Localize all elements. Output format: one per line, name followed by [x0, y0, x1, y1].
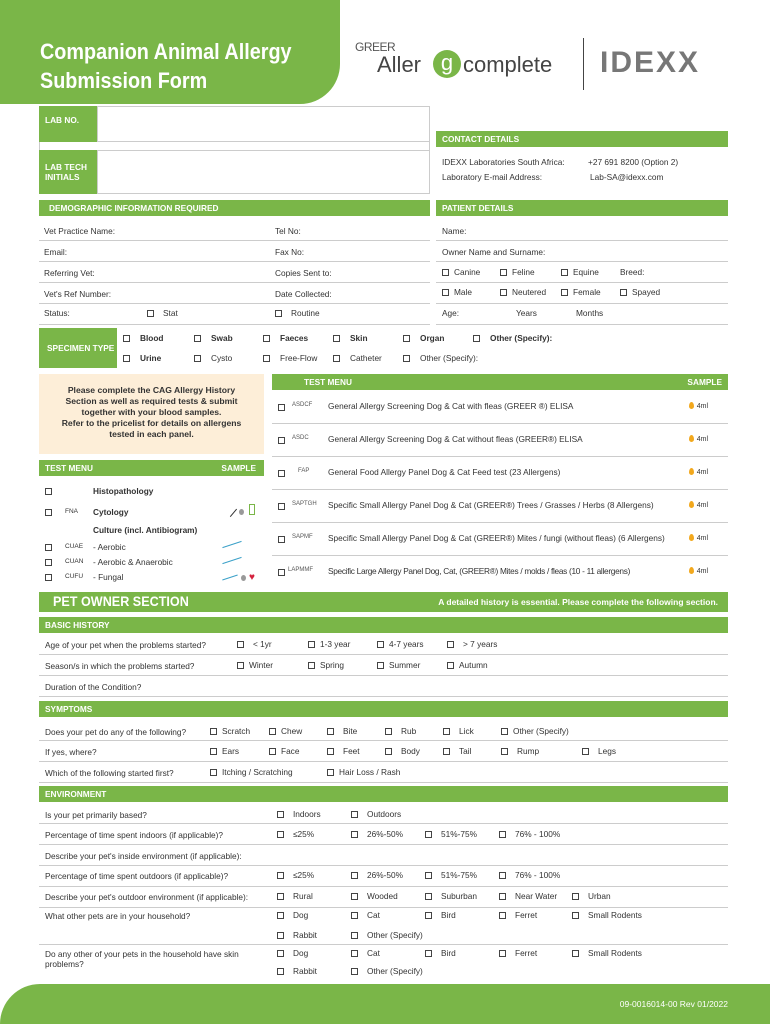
drop-icon	[689, 534, 694, 541]
checkbox[interactable]	[327, 769, 334, 776]
outdoor-75-option[interactable]: 51%-75%	[425, 870, 477, 880]
indoor-75-option[interactable]: 51%-75%	[425, 829, 477, 839]
drop-icon	[689, 435, 694, 442]
pet-owner-title: PET OWNER SECTION	[53, 593, 189, 609]
dog-option[interactable]: Dog	[277, 910, 308, 920]
lab-no-label: LAB NO.	[39, 106, 97, 142]
checkbox[interactable]	[210, 748, 217, 755]
env-q7: Do any other of your pets in the household have skin problems?	[45, 949, 239, 969]
aller-text: Aller	[377, 52, 422, 77]
specimen-type-label: SPECIMEN TYPE	[39, 328, 117, 368]
histopathology-option[interactable]: Histopathology	[45, 486, 57, 496]
patient-row	[436, 220, 728, 241]
other-specify-option-2[interactable]: Other (Specify):	[403, 353, 478, 363]
summer-option[interactable]: Summer	[377, 660, 420, 670]
age-problem-question: Age of your pet when the problems started?	[45, 640, 206, 650]
cytology-option[interactable]: FNA Cytology	[45, 507, 57, 517]
feet-option[interactable]: Feet	[327, 746, 360, 756]
checkbox[interactable]	[269, 728, 276, 735]
lt1-option[interactable]: < 1yr	[237, 639, 272, 649]
outdoor-100-option[interactable]: 76% - 100%	[499, 870, 560, 880]
checkbox[interactable]	[123, 335, 130, 342]
spayed-option[interactable]: Spayed	[620, 287, 660, 297]
checkbox[interactable]	[443, 728, 450, 735]
checkbox[interactable]	[561, 289, 568, 296]
checkbox[interactable]	[277, 912, 284, 919]
swab-icon	[222, 541, 241, 548]
checkbox[interactable]	[572, 950, 579, 957]
pet-name-label: Name:	[442, 226, 467, 236]
checkbox[interactable]	[351, 811, 358, 818]
checkbox[interactable]	[442, 269, 449, 276]
hairloss-option[interactable]: Hair Loss / Rash	[327, 767, 400, 777]
urine-option[interactable]: Urine	[123, 353, 161, 363]
test-row[interactable]: SAPTGH Specific Small Allergy Panel Dog & Cat (GREER®) Trees / Grasses / Herbs (8 Allergens) 4ml	[272, 490, 728, 523]
drop-icon	[689, 567, 694, 574]
checkbox[interactable]	[269, 748, 276, 755]
patient-header: PATIENT DETAILS	[436, 200, 728, 216]
date-collected-label: Date Collected:	[275, 289, 332, 299]
checkbox[interactable]	[499, 831, 506, 838]
checkbox[interactable]	[277, 831, 284, 838]
env-q1: Is your pet primarily based?	[45, 810, 147, 820]
checkbox[interactable]	[277, 932, 284, 939]
near-water-option[interactable]: Near Water	[499, 891, 557, 901]
checkbox[interactable]	[277, 893, 284, 900]
checkbox[interactable]	[45, 488, 52, 495]
drop-icon	[689, 402, 694, 409]
checkbox[interactable]	[500, 289, 507, 296]
checkbox[interactable]	[308, 662, 315, 669]
checkbox[interactable]	[278, 404, 285, 411]
face-option[interactable]: Face	[269, 746, 299, 756]
drop-icon	[239, 509, 244, 515]
demo-row	[39, 241, 430, 262]
symptoms-row	[39, 741, 728, 762]
checkbox[interactable]	[210, 769, 217, 776]
rabbit-option[interactable]: Rabbit	[277, 930, 317, 940]
test-row[interactable]: LAPMMF Specific Large Allergy Panel Dog, Cat, (GREER®) Mites / molds / fleas (10 - 11 allergens) 4ml	[272, 556, 728, 589]
checkbox[interactable]	[351, 893, 358, 900]
referring-vet-label: Referring Vet:	[44, 268, 95, 278]
checkbox[interactable]	[443, 748, 450, 755]
checkbox[interactable]	[194, 335, 201, 342]
owner-name-label: Owner Name and Surname:	[442, 247, 546, 257]
tel-label: Tel No:	[275, 226, 301, 236]
scratch-option[interactable]: Scratch	[210, 726, 250, 736]
test-row[interactable]: FAP General Food Allergy Panel Dog & Cat Feed test (23 Allergens) 4ml	[272, 457, 728, 490]
vet-ref-label: Vet's Ref Number:	[44, 289, 112, 299]
checkbox[interactable]	[123, 355, 130, 362]
left-test-menu-header: TEST MENU SAMPLE	[39, 460, 264, 476]
checkbox[interactable]	[447, 662, 454, 669]
demographic-header: DEMOGRAPHIC INFORMATION REQUIRED	[39, 200, 430, 216]
urban-option[interactable]: Urban	[572, 891, 611, 901]
checkbox[interactable]	[572, 893, 579, 900]
checkbox[interactable]	[501, 748, 508, 755]
stat-option[interactable]: Stat	[147, 308, 178, 318]
pet-owner-note: A detailed history is essential. Please complete the following section.	[438, 597, 718, 607]
outdoor-25-option[interactable]: ≤25%	[277, 870, 314, 880]
test-menu-header: TEST MENU SAMPLE	[272, 374, 728, 390]
checkbox[interactable]	[620, 289, 627, 296]
demo-row	[39, 262, 430, 283]
duration-question: Duration of the Condition?	[45, 682, 142, 692]
blood-option[interactable]: Blood	[123, 333, 164, 343]
lab-tech-input[interactable]	[97, 150, 430, 194]
checkbox[interactable]	[377, 641, 384, 648]
checkbox[interactable]	[442, 289, 449, 296]
rural-option[interactable]: Rural	[277, 891, 313, 901]
lab-no-input[interactable]	[97, 106, 430, 142]
contact-phone: +27 691 8200 (Option 2)	[588, 157, 679, 167]
cag-note: Please complete the CAG Allergy History Section as well as required tests & submit together with your blood samples. Refer to the pricelist for details on allergens tested in each panel.	[39, 374, 264, 454]
test-row[interactable]: ASDCF General Allergy Screening Dog & Cat with fleas (GREER ®) ELISA 4ml	[272, 391, 728, 424]
checkbox[interactable]	[377, 662, 384, 669]
checkbox[interactable]	[447, 641, 454, 648]
greer-text: GREER	[355, 40, 396, 54]
checkbox[interactable]	[351, 831, 358, 838]
checkbox[interactable]	[278, 503, 285, 510]
checkbox[interactable]	[277, 968, 284, 975]
symptoms-header: SYMPTOMS	[39, 701, 728, 717]
gt7-option[interactable]: > 7 years	[447, 639, 497, 649]
female-option[interactable]: Female	[561, 287, 601, 297]
cysto-option[interactable]: Cysto	[194, 353, 232, 363]
skin-option[interactable]: Skin	[333, 333, 368, 343]
checkbox[interactable]	[45, 509, 52, 516]
checkbox[interactable]	[501, 728, 508, 735]
swab-icon	[222, 557, 241, 564]
checkbox[interactable]	[351, 968, 358, 975]
checkbox[interactable]	[147, 310, 154, 317]
winter-option[interactable]: Winter	[237, 660, 273, 670]
checkbox[interactable]	[308, 641, 315, 648]
checkbox[interactable]	[263, 355, 270, 362]
body-option[interactable]: Body	[385, 746, 420, 756]
checkbox[interactable]	[425, 831, 432, 838]
env-q4: Percentage of time spent outdoors (if applicable)?	[45, 871, 229, 881]
vet-practice-label: Vet Practice Name:	[44, 226, 116, 236]
idexx-logo: IDEXX	[600, 46, 701, 79]
freeflow-option[interactable]: Free-Flow	[263, 353, 317, 363]
symptoms-q2: If yes, where?	[45, 747, 97, 757]
outdoor-50-option[interactable]: 26%-50%	[351, 870, 403, 880]
tube-icon	[249, 504, 255, 515]
culture-heading: Culture (incl. Antibiogram)	[93, 525, 198, 535]
checkbox[interactable]	[499, 872, 506, 879]
env-q3: Describe your pet's inside environment (if applicable):	[45, 851, 242, 861]
aerobic-option[interactable]: CUAE - Aerobic	[45, 542, 57, 552]
season-question: Season/s in which the problems started?	[45, 661, 195, 671]
symptoms-q1: Does your pet do any of the following?	[45, 727, 187, 737]
checkbox[interactable]	[385, 748, 392, 755]
bird-option-2[interactable]: Bird	[425, 948, 456, 958]
checkbox[interactable]	[351, 932, 358, 939]
checkbox[interactable]	[582, 748, 589, 755]
checkbox[interactable]	[278, 569, 285, 576]
checkbox[interactable]	[278, 536, 285, 543]
checkbox[interactable]	[45, 574, 52, 581]
copies-label: Copies Sent to:	[275, 268, 332, 278]
checkbox[interactable]	[327, 728, 334, 735]
header-divider	[583, 38, 584, 90]
checkbox[interactable]	[327, 748, 334, 755]
aerobic-anaerobic-option[interactable]: CUAN - Aerobic & Anaerobic	[45, 557, 57, 567]
1-3-option[interactable]: 1-3 year	[308, 639, 350, 649]
autumn-option[interactable]: Autumn	[447, 660, 488, 670]
fax-label: Fax No:	[275, 247, 305, 257]
other-pet-option-2[interactable]: Other (Specify)	[351, 966, 423, 976]
swab-icon	[222, 575, 238, 581]
email-label: Email:	[44, 247, 68, 257]
drop-icon	[689, 501, 694, 508]
checkbox[interactable]	[500, 269, 507, 276]
dog-option-2[interactable]: Dog	[277, 948, 308, 958]
checkbox[interactable]	[561, 269, 568, 276]
breed-label: Breed:	[620, 267, 645, 277]
checkbox[interactable]	[499, 950, 506, 957]
contact-line2-label: Laboratory E-mail Address:	[442, 172, 543, 182]
rabbit-option-2[interactable]: Rabbit	[277, 966, 317, 976]
itching-option[interactable]: Itching / Scratching	[210, 767, 293, 777]
indoor-100-option[interactable]: 76% - 100%	[499, 829, 560, 839]
checkbox[interactable]	[425, 912, 432, 919]
checkbox[interactable]	[425, 950, 432, 957]
swab-option[interactable]: Swab	[194, 333, 233, 343]
environment-header: ENVIRONMENT	[39, 786, 728, 802]
checkbox[interactable]	[333, 335, 340, 342]
fungal-option[interactable]: CUFU - Fungal	[45, 572, 57, 582]
checkbox[interactable]	[263, 335, 270, 342]
organ-option[interactable]: Organ	[403, 333, 444, 343]
checkbox[interactable]	[194, 355, 201, 362]
small-rodents-option-2[interactable]: Small Rodents	[572, 948, 642, 958]
g-badge: g	[433, 50, 461, 78]
checkbox[interactable]	[425, 893, 432, 900]
checkbox[interactable]	[277, 811, 284, 818]
cat-option[interactable]: Cat	[351, 910, 380, 920]
equine-option[interactable]: Equine	[561, 267, 599, 277]
other-specify-option[interactable]: Other (Specify):	[473, 333, 552, 343]
suburban-option[interactable]: Suburban	[425, 891, 477, 901]
basic-row	[39, 676, 728, 697]
tail-option[interactable]: Tail	[443, 746, 471, 756]
checkbox[interactable]	[333, 355, 340, 362]
checkbox[interactable]	[45, 559, 52, 566]
indoor-25-option[interactable]: ≤25%	[277, 829, 314, 839]
faeces-option[interactable]: Faeces	[263, 333, 308, 343]
checkbox[interactable]	[277, 872, 284, 879]
status-label: Status:	[44, 308, 70, 318]
demo-row	[39, 304, 430, 325]
drop-icon	[689, 468, 694, 475]
months-label: Months	[576, 308, 604, 318]
swab-icon	[223, 503, 237, 517]
age-label: Age:	[442, 308, 460, 318]
indoors-option[interactable]: Indoors	[277, 809, 321, 819]
env-q2: Percentage of time spent indoors (if applicable)?	[45, 830, 224, 840]
pet-owner-banner	[39, 592, 728, 612]
catheter-option[interactable]: Catheter	[333, 353, 382, 363]
checkbox[interactable]	[403, 355, 410, 362]
checkbox[interactable]	[277, 950, 284, 957]
checkbox[interactable]	[237, 641, 244, 648]
checkbox[interactable]	[278, 470, 285, 477]
checkbox[interactable]	[351, 872, 358, 879]
env-q5: Describe your pet's outdoor environment (if applicable):	[45, 892, 249, 902]
symptoms-q3: Which of the following started first?	[45, 768, 174, 778]
test-row[interactable]: ASDC General Allergy Screening Dog & Cat without fleas (GREER®) ELISA 4ml	[272, 424, 728, 457]
checkbox[interactable]	[210, 728, 217, 735]
outdoors-option[interactable]: Outdoors	[351, 809, 401, 819]
checkbox[interactable]	[237, 662, 244, 669]
ferret-option[interactable]: Ferret	[499, 910, 537, 920]
checkbox[interactable]	[278, 437, 285, 444]
env-q6: What other pets are in your household?	[45, 911, 191, 921]
routine-option[interactable]: Routine	[275, 308, 320, 318]
form-code: 09-0016014-00 Rev 01/2022	[619, 999, 728, 1009]
heart-icon: ♥	[249, 572, 255, 583]
contact-line1-label: IDEXX Laboratories South Africa:	[442, 157, 565, 167]
cat-option-2[interactable]: Cat	[351, 948, 380, 958]
complete-text: complete	[463, 52, 553, 77]
bite-option[interactable]: Bite	[327, 726, 357, 736]
checkbox[interactable]	[473, 335, 480, 342]
drop-icon	[241, 575, 246, 581]
lab-tech-label: LAB TECH INITIALS	[39, 150, 97, 194]
chew-option[interactable]: Chew	[269, 726, 302, 736]
checkbox[interactable]	[351, 912, 358, 919]
small-rodents-option[interactable]: Small Rodents	[572, 910, 642, 920]
checkbox[interactable]	[351, 950, 358, 957]
male-option[interactable]: Male	[442, 287, 472, 297]
greer-logo	[355, 40, 570, 90]
neutered-option[interactable]: Neutered	[500, 287, 546, 297]
years-label: Years	[516, 308, 537, 318]
basic-history-header: BASIC HISTORY	[39, 617, 728, 633]
rub-option[interactable]: Rub	[385, 726, 416, 736]
checkbox[interactable]	[275, 310, 282, 317]
wooded-option[interactable]: Wooded	[351, 891, 398, 901]
indoor-50-option[interactable]: 26%-50%	[351, 829, 403, 839]
contact-header: CONTACT DETAILS	[436, 131, 728, 147]
other-symptom-option[interactable]: Other (Specify)	[501, 726, 569, 736]
checkbox[interactable]	[572, 912, 579, 919]
checkbox[interactable]	[499, 912, 506, 919]
checkbox[interactable]	[499, 893, 506, 900]
form-title: Companion Animal Allergy Submission Form	[40, 39, 292, 93]
other-pet-option[interactable]: Other (Specify)	[351, 930, 423, 940]
canine-option[interactable]: Canine	[442, 267, 480, 277]
checkbox[interactable]	[385, 728, 392, 735]
feline-option[interactable]: Feline	[500, 267, 535, 277]
checkbox[interactable]	[45, 544, 52, 551]
ferret-option-2[interactable]: Ferret	[499, 948, 537, 958]
4-7-option[interactable]: 4-7 years	[377, 639, 424, 649]
contact-email: Lab-SA@idexx.com	[590, 172, 664, 182]
test-row[interactable]: SAPMF Specific Small Allergy Panel Dog & Cat (GREER®) Mites / fungi (without fleas) (6 Allergens) 4ml	[272, 523, 728, 556]
bird-option[interactable]: Bird	[425, 910, 456, 920]
ears-option[interactable]: Ears	[210, 746, 239, 756]
checkbox[interactable]	[403, 335, 410, 342]
rump-option[interactable]: Rump	[501, 746, 539, 756]
spring-option[interactable]: Spring	[308, 660, 344, 670]
legs-option[interactable]: Legs	[582, 746, 616, 756]
lick-option[interactable]: Lick	[443, 726, 474, 736]
checkbox[interactable]	[425, 872, 432, 879]
